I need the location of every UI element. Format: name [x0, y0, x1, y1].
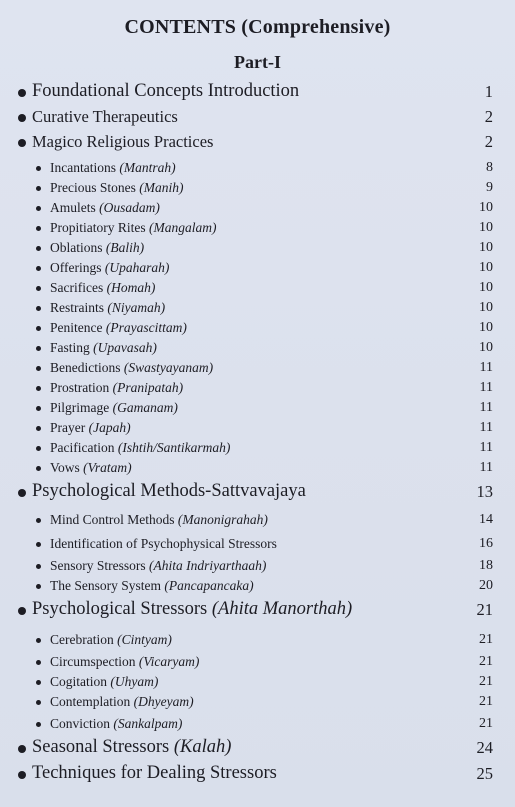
- toc-entry-main-text: Offerings: [50, 260, 105, 275]
- bullet-icon: [36, 660, 41, 665]
- toc-entry-title: [50, 320, 187, 336]
- toc-page-number: 10: [479, 200, 493, 215]
- toc-entry-title: [50, 578, 254, 594]
- toc-page-number: 1: [484, 82, 493, 101]
- toc-page-number: 10: [479, 260, 493, 275]
- toc-entry: [0, 80, 515, 104]
- toc-entry-sanskrit-term: (Pancapancaka): [164, 578, 254, 593]
- toc-entry-sanskrit-term: (Homah): [106, 280, 156, 295]
- toc-entry-sanskrit-term: (Ousadam): [99, 200, 160, 215]
- toc-entry-main-text: Restraints: [50, 300, 108, 315]
- bullet-icon: [36, 266, 41, 271]
- bullet-icon: [36, 680, 41, 685]
- toc-entry-main-text: Contemplation: [50, 694, 134, 709]
- bullet-icon: [18, 139, 26, 147]
- toc-entry-main-text: Pacification: [50, 440, 118, 455]
- toc-entry: [0, 456, 515, 480]
- toc-entry: [0, 480, 515, 504]
- bullet-icon: [36, 638, 41, 643]
- toc-entry-main-text: Seasonal Stressors: [32, 737, 174, 757]
- toc-entry-main-text: Cogitation: [50, 674, 111, 689]
- toc-entry-sanskrit-term: (Upavasah): [93, 340, 157, 355]
- toc-entry-sanskrit-term: (Sankalpam): [113, 716, 183, 731]
- toc-entry-title: [50, 674, 158, 690]
- toc-entry-title: [50, 716, 182, 732]
- toc-entry-main-text: Identification of Psychophysical Stressors: [50, 536, 277, 551]
- toc-entry-main-text: Cerebration: [50, 632, 118, 647]
- toc-entry-sanskrit-term: (Niyamah): [107, 300, 166, 315]
- toc-entry-sanskrit-term: (Manih): [139, 180, 184, 195]
- toc-entry-title: [50, 400, 178, 416]
- bullet-icon: [18, 771, 26, 779]
- toc-entry-sanskrit-term: (Pranipatah): [112, 380, 184, 395]
- toc-entry-main-text: Mind Control Methods: [50, 512, 178, 527]
- bullet-icon: [36, 564, 41, 569]
- toc-page-number: 25: [476, 764, 493, 783]
- toc-page-number: 21: [479, 654, 493, 669]
- toc-entry-main-text: Vows: [50, 460, 84, 475]
- toc-page-number: 11: [479, 380, 493, 395]
- toc-entry-sanskrit-term: (Ahita Manorthah): [211, 599, 353, 619]
- toc-entry-main-text: Sacrifices: [50, 280, 107, 295]
- toc-entry-title: [32, 132, 213, 152]
- toc-entry-main-text: Circumspection: [50, 654, 139, 669]
- toc-entry: [0, 598, 515, 622]
- toc-page-number: 11: [479, 460, 493, 475]
- toc-entry-title: [50, 200, 160, 216]
- toc-entry: [0, 508, 515, 532]
- bullet-icon: [18, 114, 26, 122]
- toc-entry-title: [50, 654, 199, 670]
- toc-page-number: 21: [479, 632, 493, 647]
- toc-page-number: 14: [479, 512, 493, 527]
- toc-entry: [0, 690, 515, 714]
- toc-page-number: 2: [484, 107, 493, 126]
- toc-entry-sanskrit-term: (Mantrah): [119, 160, 176, 175]
- bullet-icon: [36, 166, 41, 171]
- toc-entry-sanskrit-term: (Upaharah): [104, 260, 170, 275]
- bullet-icon: [18, 489, 26, 497]
- bullet-icon: [36, 518, 41, 523]
- toc-page-number: 10: [479, 240, 493, 255]
- toc-entry: [0, 130, 515, 154]
- toc-entry: [0, 712, 515, 736]
- bullet-icon: [36, 286, 41, 291]
- toc-page-number: 24: [476, 738, 493, 757]
- toc-entry-title: [32, 599, 352, 620]
- toc-entry-title: [32, 481, 306, 502]
- bullet-icon: [36, 226, 41, 231]
- toc-page-number: 18: [479, 558, 493, 573]
- bullet-icon: [36, 366, 41, 371]
- toc-page-number: 21: [476, 600, 493, 619]
- bullet-icon: [36, 386, 41, 391]
- bullet-icon: [18, 745, 26, 753]
- toc-entry-main-text: Prostration: [50, 380, 113, 395]
- bullet-icon: [36, 326, 41, 331]
- toc-entry-sanskrit-term: (Dhyeyam): [133, 694, 194, 709]
- toc-page-number: 10: [479, 320, 493, 335]
- toc-entry-title: [50, 240, 144, 256]
- bullet-icon: [36, 700, 41, 705]
- toc-entry-main-text: Psychological Methods-Sattvavajaya: [32, 481, 306, 501]
- toc-entry: [0, 532, 515, 556]
- toc-entry-title: [50, 220, 217, 236]
- toc-entry-sanskrit-term: (Mangalam): [149, 220, 217, 235]
- toc-entry-main-text: The Sensory System: [50, 578, 165, 593]
- toc-entry: [0, 736, 515, 760]
- toc-entry-title: [50, 632, 172, 648]
- toc-entry-title: [50, 512, 268, 528]
- toc-entry-title: [50, 380, 183, 396]
- bullet-icon: [36, 206, 41, 211]
- part-heading: Part-I: [234, 52, 281, 72]
- toc-page-number: 16: [479, 536, 493, 551]
- toc-entry-title: [50, 460, 132, 476]
- toc-entry-title: [50, 180, 184, 196]
- toc-page-number: 11: [479, 440, 493, 455]
- toc-entry-title: [50, 558, 266, 574]
- toc-entry: [0, 628, 515, 652]
- toc-entry-sanskrit-term: (Kalah): [173, 737, 232, 757]
- bullet-icon: [36, 446, 41, 451]
- toc-entry: [0, 105, 515, 129]
- bullet-icon: [36, 346, 41, 351]
- toc-entry-title: [50, 340, 157, 356]
- toc-page-number: 11: [479, 420, 493, 435]
- toc-page-number: 11: [479, 360, 493, 375]
- toc-page-number: 13: [476, 482, 493, 501]
- toc-entry-title: [50, 260, 169, 276]
- toc-entry-sanskrit-term: (Ishtih/Santikarmah): [117, 440, 231, 455]
- toc-page-number: 20: [479, 578, 493, 593]
- toc-entry-title: [50, 360, 213, 376]
- toc-entry-main-text: Penitence: [50, 320, 106, 335]
- toc-entry-sanskrit-term: (Manonigrahah): [177, 512, 268, 527]
- toc-entry-sanskrit-term: (Swastyayanam): [123, 360, 214, 375]
- toc-entry-title: [50, 280, 155, 296]
- toc-entry-main-text: Incantations: [50, 160, 120, 175]
- toc-entry-sanskrit-term: (Japah): [88, 420, 131, 435]
- toc-page-number: 9: [486, 180, 493, 195]
- toc-entry-title: [50, 160, 176, 176]
- toc-page-number: 10: [479, 340, 493, 355]
- toc-entry-main-text: Benedictions: [50, 360, 124, 375]
- toc-page-number: 10: [479, 280, 493, 295]
- toc-entry-sanskrit-term: (Balih): [105, 240, 145, 255]
- bullet-icon: [36, 306, 41, 311]
- toc-entry-title: [50, 440, 230, 456]
- bullet-icon: [18, 607, 26, 615]
- bullet-icon: [36, 406, 41, 411]
- toc-entry-main-text: Techniques for Dealing Stressors: [32, 763, 277, 783]
- bullet-icon: [36, 722, 41, 727]
- bullet-icon: [36, 542, 41, 547]
- toc-entry-title: [50, 300, 165, 316]
- toc-page-number: 11: [479, 400, 493, 415]
- toc-entry-main-text: Curative Therapeutics: [32, 107, 178, 126]
- toc-page-number: 8: [486, 160, 493, 175]
- toc-entry-main-text: Amulets: [50, 200, 100, 215]
- bullet-icon: [36, 426, 41, 431]
- toc-page-number: 2: [484, 132, 493, 151]
- toc-page-number: 21: [479, 674, 493, 689]
- toc-entry-main-text: Precious Stones: [50, 180, 140, 195]
- bullet-icon: [36, 584, 41, 589]
- toc-entry-main-text: Oblations: [50, 240, 106, 255]
- toc-entry-main-text: Conviction: [50, 716, 114, 731]
- toc-entry-sanskrit-term: (Prayascittam): [105, 320, 187, 335]
- toc-page-number: 21: [479, 716, 493, 731]
- toc-entry-main-text: Foundational Concepts Introduction: [32, 81, 300, 101]
- toc-page-number: 21: [479, 694, 493, 709]
- toc-entry-sanskrit-term: (Cintyam): [117, 632, 172, 647]
- bullet-icon: [36, 466, 41, 471]
- toc-entry-sanskrit-term: (Uhyam): [110, 674, 159, 689]
- toc-entry-main-text: Propitiatory Rites: [50, 220, 149, 235]
- toc-entry-title: [32, 107, 178, 127]
- toc-entry-title: [32, 737, 231, 758]
- toc-entry-title: [32, 81, 299, 102]
- toc-entry-title: [50, 536, 277, 552]
- toc-entry-title: [32, 763, 277, 784]
- toc-entry-main-text: Pilgrimage: [50, 400, 113, 415]
- toc-entry-main-text: Psychological Stressors: [32, 599, 212, 619]
- toc-entry-main-text: Prayer: [50, 420, 89, 435]
- toc-page-number: 10: [479, 300, 493, 315]
- toc-entry: [0, 574, 515, 598]
- toc-entry: [0, 762, 515, 786]
- toc-entry-sanskrit-term: (Vratam): [83, 460, 132, 475]
- toc-entry-title: [50, 694, 194, 710]
- toc-entry-sanskrit-term: (Vicaryam): [138, 654, 200, 669]
- toc-entry-main-text: Sensory Stressors: [50, 558, 150, 573]
- toc-entry-sanskrit-term: (Gamanam): [112, 400, 178, 415]
- bullet-icon: [36, 246, 41, 251]
- toc-entry-sanskrit-term: (Ahita Indriyarthaah): [149, 558, 267, 573]
- toc-entry-title: [50, 420, 131, 436]
- toc-page-number: 10: [479, 220, 493, 235]
- page-title: CONTENTS (Comprehensive): [124, 16, 391, 38]
- bullet-icon: [18, 89, 26, 97]
- bullet-icon: [36, 186, 41, 191]
- toc-entry-main-text: Magico Religious Practices: [32, 132, 214, 151]
- toc-entry-main-text: Fasting: [50, 340, 94, 355]
